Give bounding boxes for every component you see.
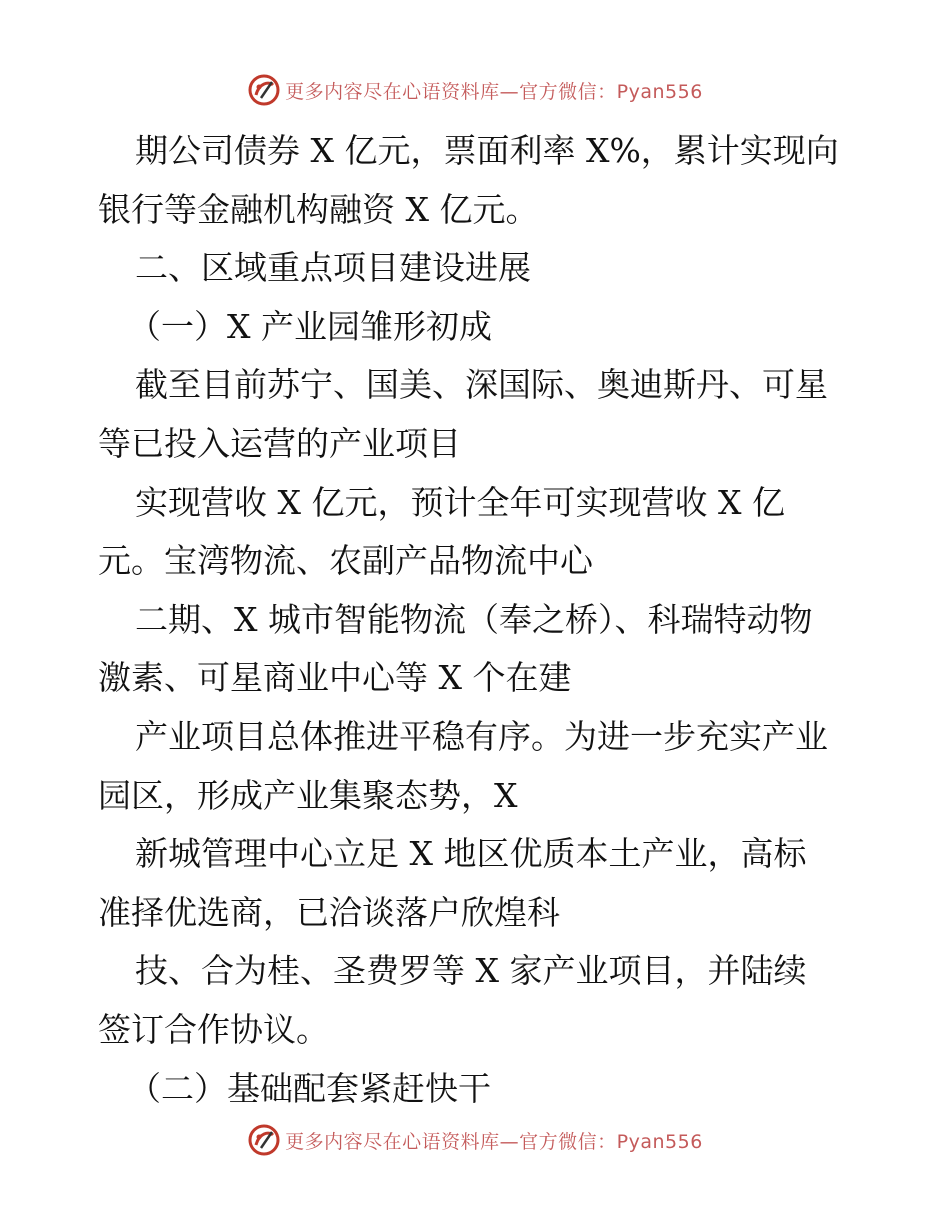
paragraph-line: 实现营收 X 亿元，预计全年可实现营收 X 亿 — [135, 482, 785, 522]
document-body — [98, 122, 858, 1118]
watermark-text: 更多内容尽在心语资料库—官方微信：Pyan556 — [285, 1130, 703, 1153]
logo-swirl-icon — [247, 73, 281, 107]
paragraph-line: 产业项目总体推进平稳有序。为进一步充实产业 — [135, 716, 828, 756]
watermark-text: 更多内容尽在心语资料库—官方微信：Pyan556 — [285, 80, 703, 103]
section-heading: 二、区域重点项目建设进展 — [135, 248, 531, 288]
paragraph-line: 准择优选商，已洽谈落户欣煌科 — [98, 892, 560, 932]
paragraph-line: 园区，形成产业集聚态势，X — [98, 775, 518, 815]
subsection-heading: （二）基础配套紧赶快干 — [128, 1068, 491, 1108]
paragraph-line: 激素、可星商业中心等 X 个在建 — [98, 658, 572, 698]
paragraph-line: 截至目前苏宁、国美、深国际、奥迪斯丹、可星 — [135, 365, 828, 405]
watermark-footer — [0, 1122, 950, 1158]
paragraph-line: 等已投入运营的产业项目 — [98, 423, 461, 463]
logo-swirl-icon — [247, 1123, 281, 1157]
paragraph-line: 元。宝湾物流、农副产品物流中心 — [98, 541, 593, 581]
paragraph-line: 新城管理中心立足 X 地区优质本土产业，高标 — [135, 834, 807, 874]
paragraph-line: 签订合作协议。 — [98, 1009, 329, 1049]
paragraph-line: 银行等金融机构融资 X 亿元。 — [98, 189, 539, 229]
paragraph-line: 技、合为桂、圣费罗等 X 家产业项目，并陆续 — [135, 951, 807, 991]
watermark-header — [0, 72, 950, 108]
paragraph-line: 期公司债券 X 亿元，票面利率 X%，累计实现向 — [135, 131, 839, 170]
paragraph-line: 二期、X 城市智能物流（奉之桥）、科瑞特动物 — [135, 599, 813, 639]
subsection-heading: （一）X 产业园雏形初成 — [128, 306, 492, 346]
